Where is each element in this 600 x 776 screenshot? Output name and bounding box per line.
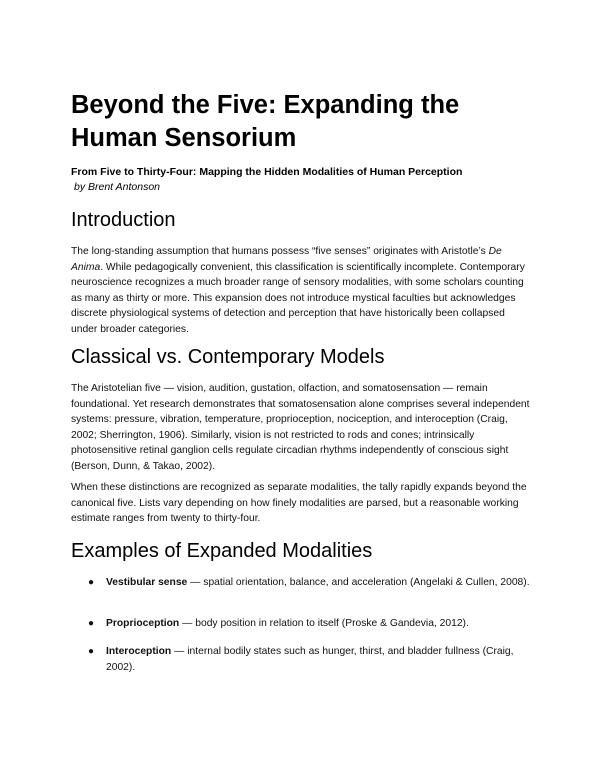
list-item-term: Proprioception xyxy=(106,618,180,629)
bullet-icon: ● xyxy=(88,577,95,588)
document-subtitle: From Five to Thirty-Four: Mapping the Hidden Modalities of Human Perception xyxy=(71,166,463,178)
list-item-description: — internal bodily states such as hunger, thirst, and bladder fullness (Craig, 2002). xyxy=(106,646,514,673)
document-byline xyxy=(71,180,541,194)
list-item-term: Interoception xyxy=(106,646,172,657)
heading-models: Classical vs. Contemporary Models xyxy=(71,346,385,368)
heading-examples: Examples of Expanded Modalities xyxy=(71,540,373,562)
paragraph-models-2: When these distinctions are recognized as separate modalities, the tally rapidly expands beyond the canonical five. Lists vary depending on how finely modalities are parsed, but a reasonable working estimate ranges from twenty to thirty-four. xyxy=(71,482,527,524)
list-item-text xyxy=(106,644,532,675)
bullet-icon: ● xyxy=(88,618,95,629)
list-item-text xyxy=(106,575,532,591)
paragraph-introduction xyxy=(71,244,533,337)
list-item-term: Vestibular sense xyxy=(106,577,188,588)
list-item-text xyxy=(106,616,532,632)
intro-text-italic: De Anima xyxy=(71,246,502,273)
document-title: Beyond the Five: Expanding the Human Sensorium xyxy=(71,91,460,152)
byline-text: by Brent Antonson xyxy=(74,181,160,193)
intro-text-post: . While pedagogically convenient, this classification is scientifically incomplete. Contemporary neuroscience recognizes a much broader range of sensory modalities, with some scholars counting as many as thirty or more. This expansion does not introduce mystical faculties but acknowledges discrete physiological systems of detection and perception that have historically been collapsed under broader categories. xyxy=(71,261,525,335)
list-item-description: — body position in relation to itself (Proske & Gandevia, 2012). xyxy=(179,618,469,629)
paragraph-models-1: The Aristotelian five — vision, audition, gustation, olfaction, and somatosensation — remain foundational. Yet research demonstrates that somatosensation alone comprises several independent systems: pressure, vibration, temperature, proprioception, nociception, and interoception (Craig, 2002; Sherrington, 1906). Similarly, vision is not restricted to rods and cones; intrinsically photosensitive retinal ganglion cells regulate circadian rhythms independently of conscious sight (Berson, Dunn, & Takao, 2002). xyxy=(71,383,530,472)
heading-introduction: Introduction xyxy=(71,209,176,231)
bullet-icon: ● xyxy=(88,646,95,657)
list-item-description: — spatial orientation, balance, and acceleration (Angelaki & Cullen, 2008). xyxy=(187,577,530,588)
intro-text-pre: The long-standing assumption that humans possess “five senses” originates with Aristotle’s xyxy=(71,246,489,257)
